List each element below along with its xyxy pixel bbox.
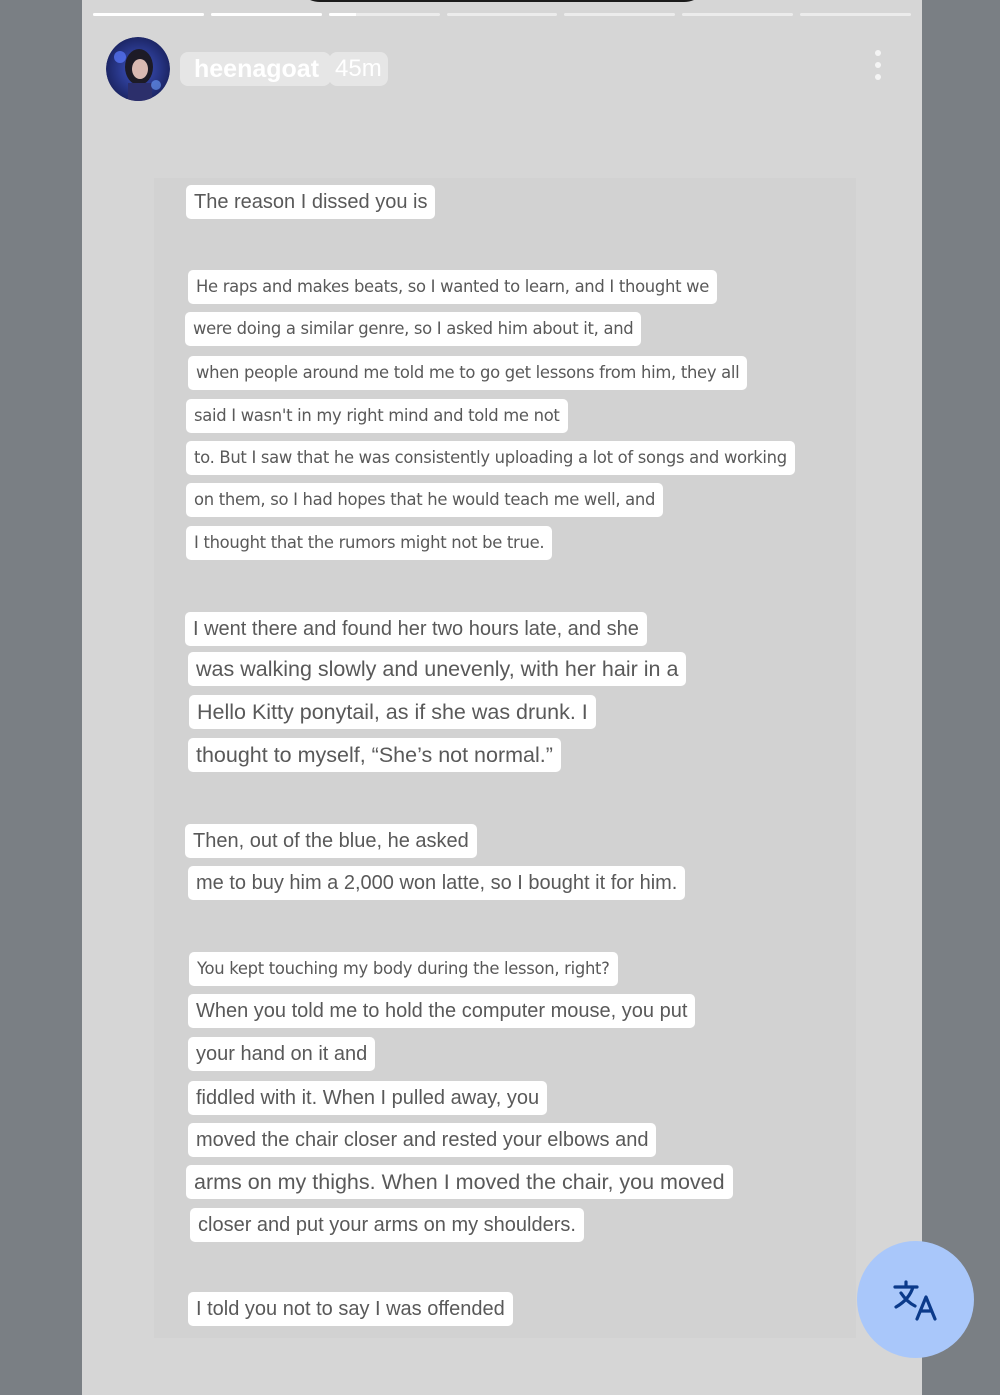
caption-line: I thought that the rumors might not be true. xyxy=(186,526,552,560)
caption-line: The reason I dissed you is xyxy=(186,185,435,219)
caption-line: were doing a similar genre, so I asked him about it, and xyxy=(185,312,641,346)
caption-line: I went there and found her two hours late, and she xyxy=(185,612,647,646)
caption-line: on them, so I had hopes that he would teach me well, and xyxy=(186,483,663,517)
caption-line: arms on my thighs. When I moved the chair, you moved xyxy=(186,1165,733,1199)
caption-line: moved the chair closer and rested your elbows and xyxy=(188,1123,656,1157)
username[interactable]: heenagoat xyxy=(180,52,331,86)
post-time: 45m xyxy=(329,52,388,86)
translate-icon xyxy=(893,1279,939,1321)
caption-line: closer and put your arms on my shoulders. xyxy=(190,1208,584,1242)
more-vertical-icon[interactable] xyxy=(874,50,882,80)
avatar-image xyxy=(106,37,170,101)
caption-line: me to buy him a 2,000 won latte, so I bought it for him. xyxy=(188,866,685,900)
caption-line: was walking slowly and unevenly, with her hair in a xyxy=(188,652,686,686)
story-progress-bar xyxy=(93,13,911,17)
progress-fill xyxy=(93,13,204,16)
caption-line: said I wasn't in my right mind and told me not xyxy=(186,399,568,433)
progress-segment xyxy=(93,13,204,16)
progress-fill xyxy=(329,13,357,16)
caption-line: fiddled with it. When I pulled away, you xyxy=(188,1081,547,1115)
progress-segment xyxy=(564,13,675,16)
caption-line: to. But I saw that he was consistently uploading a lot of songs and working xyxy=(186,441,795,475)
caption-line: You kept touching my body during the lesson, right? xyxy=(189,952,618,986)
caption-line: when people around me told me to go get lessons from him, they all xyxy=(188,356,747,390)
caption-line: thought to myself, “She’s not normal.” xyxy=(188,738,561,772)
progress-fill xyxy=(211,13,322,16)
caption-line: He raps and makes beats, so I wanted to learn, and I thought we xyxy=(188,270,717,304)
progress-segment xyxy=(800,13,911,16)
progress-segment xyxy=(447,13,558,16)
camera-notch xyxy=(294,0,710,2)
caption-line: your hand on it and xyxy=(188,1037,375,1071)
more-dot xyxy=(875,62,881,68)
translate-button[interactable] xyxy=(857,1241,974,1358)
more-dot xyxy=(875,74,881,80)
avatar[interactable] xyxy=(106,37,170,101)
progress-segment xyxy=(682,13,793,16)
story-header xyxy=(106,36,388,102)
story-viewer xyxy=(82,0,922,1395)
progress-segment xyxy=(329,13,440,16)
progress-segment xyxy=(211,13,322,16)
more-dot xyxy=(875,50,881,56)
caption-line: Hello Kitty ponytail, as if she was drunk. I xyxy=(189,695,596,729)
caption-line: Then, out of the blue, he asked xyxy=(185,824,477,858)
caption-line: When you told me to hold the computer mouse, you put xyxy=(188,994,695,1028)
caption-line: I told you not to say I was offended xyxy=(188,1292,513,1326)
